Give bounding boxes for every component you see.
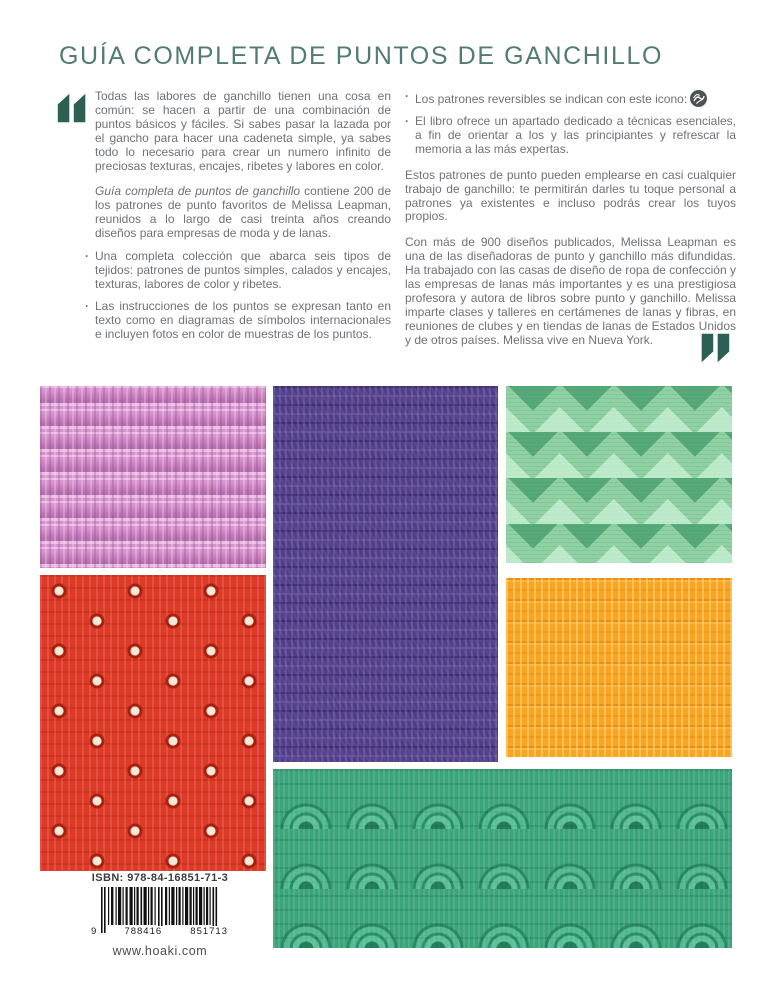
swatch-photo-teal-shell bbox=[273, 769, 732, 948]
paragraph-patterns: Estos patrones de punto pueden emplearse en casi cualquier trabajo de ganchillo: te permitirán darles tu toque personal a patrones ya existentes e incluso podrás crear los tuyos propios. bbox=[405, 167, 736, 224]
open-quote-icon bbox=[56, 90, 88, 126]
page-title: GUÍA COMPLETA DE PUNTOS DE GANCHILLO bbox=[59, 42, 664, 70]
swatch-photo-pink-ridge bbox=[40, 386, 266, 568]
left-text-column bbox=[95, 90, 391, 350]
swatch-photo-yellow-texture bbox=[506, 578, 732, 757]
bullet-reversible-text: Los patrones reversibles se indican con este icono: bbox=[415, 92, 688, 106]
barcode-digits-group1: 788416 bbox=[124, 926, 163, 937]
paragraph-author: Con más de 900 diseños publicados, Melissa Leapman es una de las diseñadoras de punto y ganchillo más difundidas. Ha trabajado con las casas de diseño de ropa de confección y las empresas de lanas más importantes y es una prestigiosa profesora y autora de libros sobre punto y ganchillo. Melissa imparte clases y talleres en certámenes de lanas y fibras, en reuniones de clubes y en tiendas de lanas de Estados Unidos y de otros países. Melissa vive en Nueva York. bbox=[405, 235, 736, 347]
barcode-digit-lead: 9 bbox=[91, 926, 98, 937]
barcode bbox=[91, 887, 228, 937]
isbn-label: ISBN: 978-84-16851-71-3 bbox=[91, 872, 229, 884]
publisher-website: www.hoaki.com bbox=[112, 944, 208, 958]
swatch-photo-purple-seed bbox=[273, 386, 498, 762]
reversible-stitch-icon bbox=[690, 90, 707, 107]
bullet-techniques: · El libro ofrece un apartado dedicado a técnicas esenciales, a fin de orientar a los y las principiantes y refrescar la memoria a las más expertas. bbox=[405, 115, 736, 157]
swatch-photo-red-lace bbox=[40, 575, 266, 871]
barcode-digits-group2: 851713 bbox=[190, 926, 228, 937]
bullet-collection: · Una completa colección que abarca seis tipos de tejidos: patrones de puntos simples, calados y encajes, texturas, labores de color y ribetes. bbox=[85, 250, 391, 292]
book-title-italic: Guía completa de puntos de ganchillo bbox=[95, 184, 301, 199]
swatch-photo-green-chevron bbox=[506, 386, 732, 563]
right-text-column bbox=[405, 90, 736, 357]
intro-rest: contiene 200 de los patrones de punto favoritos de Melissa Leapman, reunidos a lo largo de casi treinta años creando diseños para empresas de moda y de lanas. bbox=[95, 184, 392, 241]
isbn-block bbox=[72, 872, 248, 958]
quote-paragraph: Todas las labores de ganchillo tienen una cosa en común: se hacen a partir de una combinación de puntos básicos y fáciles. Si sabes pasar la lazada por el gancho para hacer una cadeneta simple, ya sabes todo lo necesario para crear un numero infinito de preciosas texturas, encajes, ribetes y labores en color. bbox=[95, 89, 391, 173]
barcode-digits bbox=[91, 926, 229, 937]
bullet-instructions: · Las instrucciones de los puntos se expresan tanto en texto como en diagramas de símbolos internacionales e incluyen fotos en color de muestras de los puntos. bbox=[85, 300, 391, 342]
close-quote-icon bbox=[699, 330, 731, 366]
bullet-reversible bbox=[405, 90, 736, 107]
intro-paragraph bbox=[95, 185, 391, 241]
